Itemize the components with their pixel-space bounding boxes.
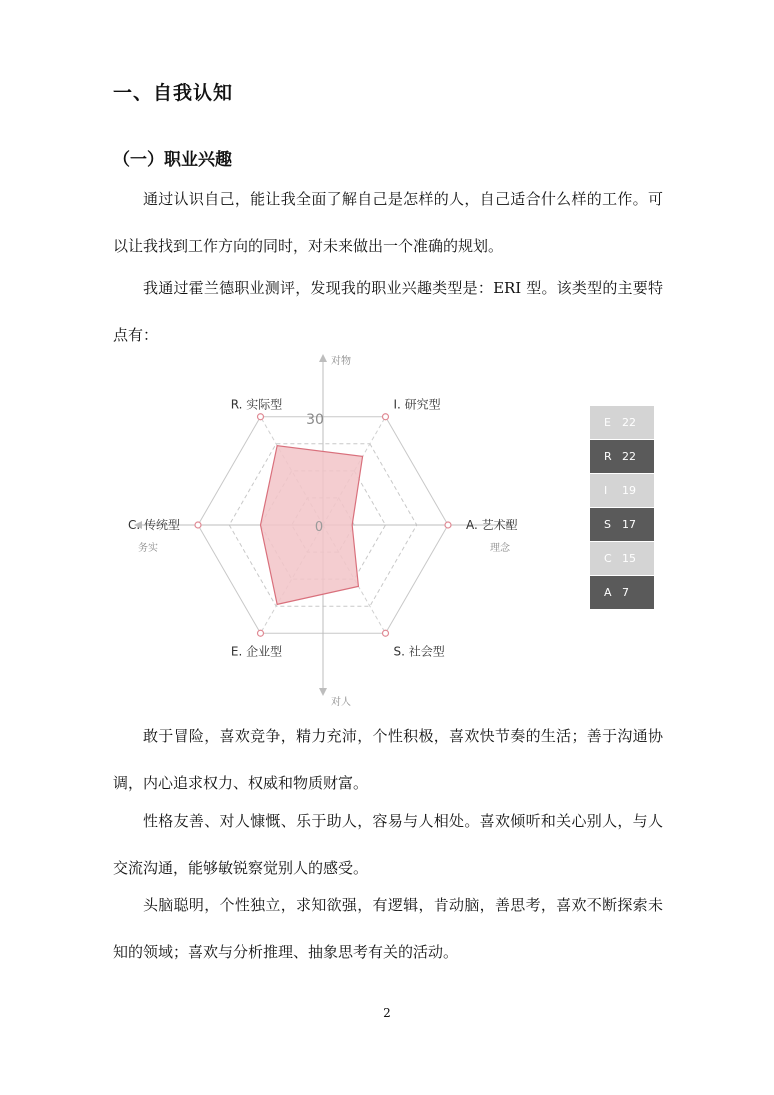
vertex-marker: [383, 630, 389, 636]
score-row-r: [590, 440, 654, 474]
axis-label-r: R. 实际型: [230, 397, 283, 412]
score-code: R: [604, 450, 612, 463]
vertex-marker: [383, 414, 389, 420]
score-row-s: [590, 508, 654, 542]
score-value: 7: [622, 586, 629, 599]
score-code: I: [604, 484, 608, 497]
holland-radar-chart: [100, 340, 540, 710]
score-value: 22: [622, 450, 636, 463]
direction-label-top: 对物: [331, 356, 351, 367]
score-code: A: [604, 586, 612, 599]
direction-label-right: 理念: [490, 543, 510, 554]
axis-arrow-top: [319, 354, 327, 362]
score-code: C: [604, 552, 612, 565]
score-row-e: [590, 406, 654, 440]
score-table: [590, 406, 654, 610]
axis-label-a: A. 艺术型: [466, 518, 518, 532]
paragraph-trait-s: 性格友善、对人慷慨、乐于助人，容易与人相处。喜欢倾听和关心别人，与人交流沟通，能够敏锐察觉别人的感受。: [113, 812, 663, 877]
paragraph-trait-e: 敢于冒险，喜欢竞争，精力充沛，个性积极，喜欢快节奏的生活；善于沟通协调，内心追求权力、权威和物质财富。: [113, 727, 663, 792]
score-value: 17: [622, 518, 636, 531]
subsection-title: （一）职业兴趣: [113, 150, 232, 170]
axis-arrow-bottom: [319, 688, 327, 696]
paragraph-test-result: 我通过霍兰德职业测评，发现我的职业兴趣类型是：ERI 型。该类型的主要特点有：: [113, 279, 663, 344]
axis-label-i: I. 研究型: [393, 397, 441, 412]
score-code: E: [604, 416, 611, 429]
scale-label-max: 30: [306, 412, 324, 428]
axis-label-e: E. 企业型: [230, 644, 283, 659]
axis-label-s: S. 社会型: [393, 644, 445, 659]
paragraph-intro: 通过认识自己，能让我全面了解自己是怎样的人，自己适合什么样的工作。可以让我找到工作方向的同时，对未来做出一个准确的规划。: [113, 190, 663, 255]
vertex-marker: [258, 414, 264, 420]
score-row-a: [590, 576, 654, 610]
score-value: 15: [622, 552, 636, 565]
vertex-marker: [258, 630, 264, 636]
vertex-marker: [445, 522, 451, 528]
axis-label-c: C. 传统型: [127, 518, 180, 532]
scale-label-min: 0: [314, 520, 324, 535]
section-title: 一、自我认知: [113, 82, 234, 104]
score-value: 19: [622, 484, 636, 497]
page-number: 2: [383, 1006, 391, 1020]
direction-label-bottom: 对人: [331, 697, 351, 708]
vertex-marker: [195, 522, 201, 528]
score-value: 22: [622, 416, 636, 429]
score-code: S: [604, 518, 611, 531]
data-area: [261, 446, 363, 605]
score-row-i: [590, 474, 654, 508]
direction-label-left: 务实: [138, 543, 158, 554]
score-row-c: [590, 542, 654, 576]
paragraph-trait-i: 头脑聪明，个性独立，求知欲强，有逻辑，肯动脑，善思考，喜欢不断探索未知的领域；喜欢与分析推理、抽象思考有关的活动。: [113, 896, 663, 961]
